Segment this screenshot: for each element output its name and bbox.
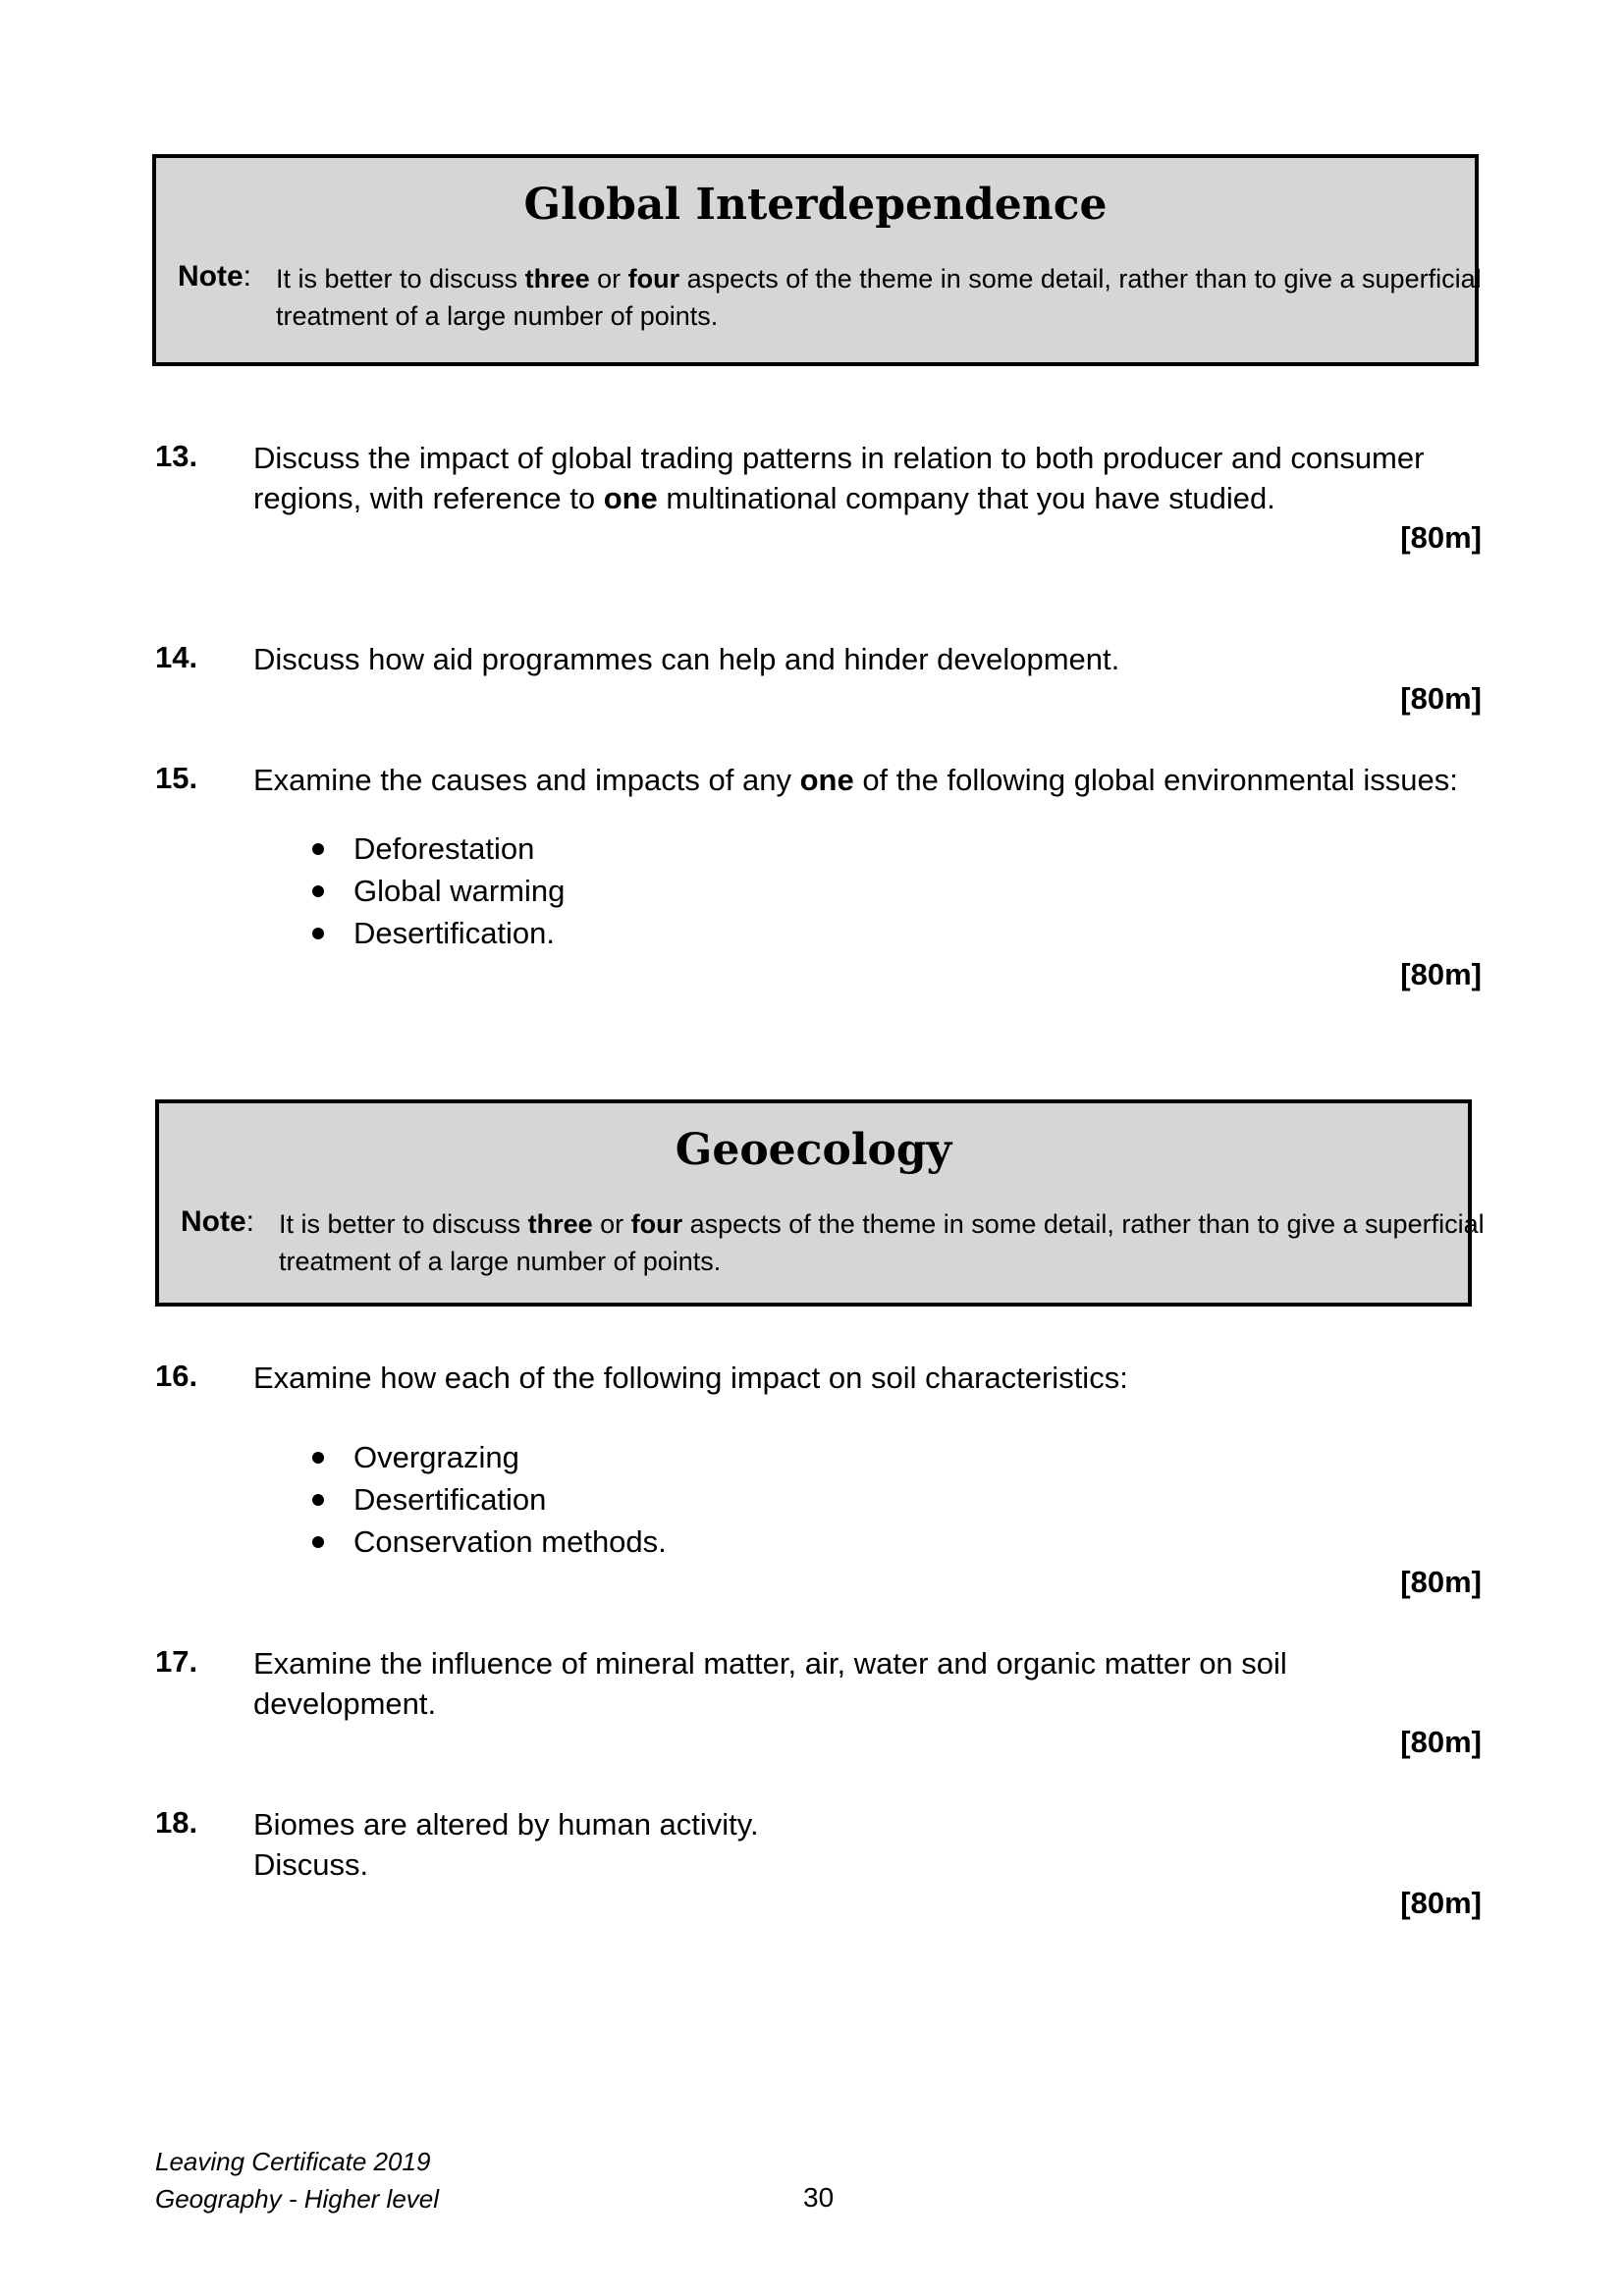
question-text: Examine how each of the following impact on soil characteristics: [253, 1361, 1128, 1395]
question-text: Examine the influence of mineral matter, air, water and organic matter on soil development. [253, 1646, 1287, 1721]
bullet-list [312, 1436, 667, 1563]
page-number: 30 [803, 2182, 835, 2213]
list-item: Conservation methods. [312, 1521, 667, 1563]
note-text: It is better to discuss three or four aspects of the theme in some detail, rather than to give a superficial treatment of a large number of points. [279, 1209, 1485, 1276]
question-line: Discuss. [253, 1847, 369, 1882]
question-number: 13. [155, 439, 198, 473]
marks-label: [80m] [1400, 520, 1482, 555]
question-text: Discuss how aid programmes can help and hinder development. [253, 642, 1120, 676]
marks-label: [80m] [1400, 1886, 1482, 1920]
marks-label: [80m] [1400, 1565, 1482, 1599]
question-text [253, 1804, 1490, 1885]
note-label: Note: [178, 260, 252, 293]
list-item: Desertification [312, 1478, 667, 1521]
section-title: Global Interdependence [523, 180, 1108, 230]
list-item: Deforestation [312, 828, 565, 870]
marks-label: [80m] [1400, 1725, 1482, 1759]
theme-box-global-interdependence [152, 154, 1482, 366]
question-number: 16. [155, 1359, 198, 1393]
question-text: Examine the causes and impacts of any one of the following global environmental issues: [253, 763, 1458, 797]
marks-label: [80m] [1400, 957, 1482, 991]
bullet-list [312, 828, 565, 954]
question-number: 18. [155, 1805, 198, 1840]
question-number: 14. [155, 640, 198, 674]
section-title: Geoecology [675, 1125, 952, 1175]
list-item: Overgrazing [312, 1436, 667, 1478]
note-text: It is better to discuss three or four aspects of the theme in some detail, rather than to give a superficial treatment of a large number of points. [276, 264, 1482, 331]
footer-exam-title: Leaving Certificate 2019 [155, 2147, 431, 2176]
question-number: 17. [155, 1644, 198, 1679]
list-item: Global warming [312, 870, 565, 912]
theme-box-geoecology [155, 1099, 1485, 1307]
question-text: Discuss the impact of global trading patterns in relation to both producer and consumer regions, with reference to one multinational company that you have studied. [253, 441, 1425, 515]
footer-subject: Geography - Higher level [155, 2184, 440, 2214]
question-line: Biomes are altered by human activity. [253, 1807, 759, 1842]
list-item: Desertification. [312, 912, 565, 954]
marks-label: [80m] [1400, 681, 1482, 716]
question-number: 15. [155, 761, 198, 795]
note-label: Note: [181, 1205, 255, 1238]
